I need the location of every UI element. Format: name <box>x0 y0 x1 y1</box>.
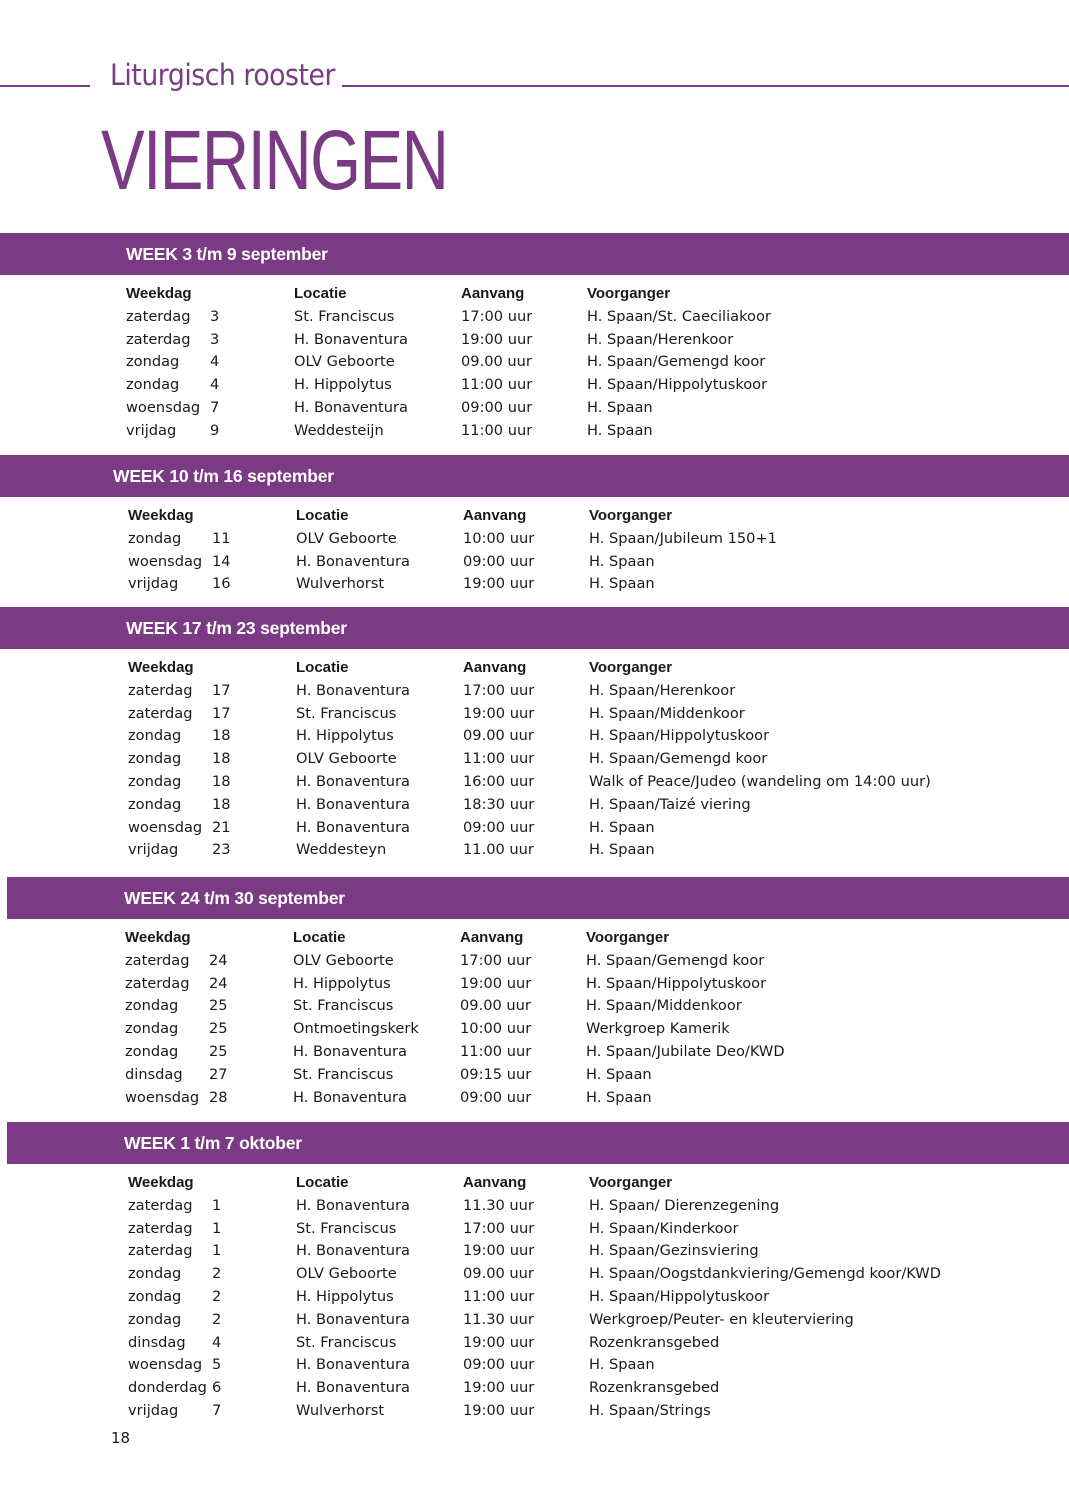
cell-time: 19:00 uur <box>463 1242 535 1260</box>
cell-date: 4 <box>210 376 220 394</box>
cell-leader: Werkgroep/Peuter- en kleuterviering <box>589 1310 854 1328</box>
cell-time: 19:00 uur <box>461 330 533 348</box>
cell-date: 18 <box>212 727 231 745</box>
cell-weekday: zondag <box>128 529 182 547</box>
col-header-leader: Voorganger <box>589 507 673 524</box>
table-row <box>0 551 1069 574</box>
cell-location: St. Franciscus <box>294 307 395 325</box>
table-header-row <box>0 505 1069 528</box>
cell-leader: H. Spaan/Middenkoor <box>586 997 742 1015</box>
col-header-leader: Voorganger <box>586 929 670 946</box>
cell-leader: H. Spaan/Hippolytuskoor <box>589 727 770 745</box>
cell-weekday: zondag <box>125 1042 179 1060</box>
table-row <box>0 1377 1069 1400</box>
cell-weekday: vrijdag <box>128 841 179 859</box>
table-row <box>0 1041 1069 1064</box>
week-header: WEEK 1 t/m 7 oktober <box>7 1122 1069 1164</box>
cell-time: 10:00 uur <box>463 529 535 547</box>
cell-location: Wulverhorst <box>296 575 385 593</box>
table-row <box>0 1064 1069 1087</box>
cell-weekday: zondag <box>128 727 182 745</box>
cell-weekday: zondag <box>125 1020 179 1038</box>
cell-date: 18 <box>212 750 231 768</box>
week-table <box>0 283 1069 443</box>
cell-location: H. Bonaventura <box>296 1356 410 1374</box>
cell-date: 7 <box>212 1401 222 1419</box>
week-header: WEEK 10 t/m 16 september <box>0 455 1069 497</box>
table-row <box>0 725 1069 748</box>
cell-date: 25 <box>209 1020 228 1038</box>
cell-weekday: vrijdag <box>126 421 177 439</box>
header-rule-right <box>342 85 1069 87</box>
cell-weekday: woensdag <box>125 1088 200 1106</box>
table-row <box>0 1354 1069 1377</box>
cell-date: 4 <box>210 353 220 371</box>
cell-leader: H. Spaan/ Dierenzegening <box>589 1196 780 1214</box>
cell-weekday: donderdag <box>128 1379 207 1397</box>
cell-weekday: zondag <box>128 772 182 790</box>
week-header: WEEK 24 t/m 30 september <box>7 877 1069 919</box>
cell-location: H. Bonaventura <box>296 1196 410 1214</box>
table-row <box>0 703 1069 726</box>
cell-weekday: zaterdag <box>125 951 190 969</box>
cell-leader: H. Spaan/Hippolytuskoor <box>587 376 768 394</box>
cell-location: H. Bonaventura <box>296 552 410 570</box>
table-row <box>0 1332 1069 1355</box>
cell-weekday: zaterdag <box>125 974 190 992</box>
cell-time: 19:00 uur <box>460 974 532 992</box>
cell-date: 17 <box>212 681 231 699</box>
cell-leader: Walk of Peace/Judeo (wandeling om 14:00 uur) <box>589 772 931 790</box>
cell-weekday: woensdag <box>126 398 201 416</box>
cell-location: H. Bonaventura <box>296 1242 410 1260</box>
cell-weekday: zaterdag <box>128 1219 193 1237</box>
cell-location: H. Bonaventura <box>294 398 408 416</box>
cell-weekday: zondag <box>126 376 180 394</box>
cell-time: 19:00 uur <box>463 1379 535 1397</box>
cell-time: 17:00 uur <box>461 307 533 325</box>
cell-date: 11 <box>212 529 231 547</box>
table-row <box>0 528 1069 551</box>
cell-location: H. Bonaventura <box>293 1042 407 1060</box>
section-label: Liturgisch rooster <box>110 58 335 92</box>
table-row <box>0 771 1069 794</box>
cell-leader: H. Spaan <box>586 1088 652 1106</box>
week-table <box>0 1172 1069 1423</box>
cell-date: 9 <box>210 421 220 439</box>
cell-location: OLV Geboorte <box>294 353 395 371</box>
col-header-leader: Voorganger <box>587 285 671 302</box>
col-header-weekday: Weekdag <box>128 659 194 676</box>
cell-time: 09.00 uur <box>463 1265 534 1283</box>
col-header-location: Locatie <box>293 929 346 946</box>
cell-leader: Werkgroep Kamerik <box>586 1020 730 1038</box>
cell-leader: H. Spaan/Gemengd koor <box>589 750 768 768</box>
cell-date: 25 <box>209 997 228 1015</box>
cell-location: OLV Geboorte <box>296 750 397 768</box>
cell-date: 27 <box>209 1065 228 1083</box>
cell-time: 17:00 uur <box>460 951 532 969</box>
cell-location: H. Bonaventura <box>296 1310 410 1328</box>
table-row <box>0 1286 1069 1309</box>
cell-date: 7 <box>210 398 220 416</box>
table-row <box>0 573 1069 596</box>
col-header-leader: Voorganger <box>589 1174 673 1191</box>
week-table <box>0 927 1069 1109</box>
cell-leader: H. Spaan/Jubilate Deo/KWD <box>586 1042 785 1060</box>
cell-date: 25 <box>209 1042 228 1060</box>
cell-location: St. Franciscus <box>293 997 394 1015</box>
col-header-weekday: Weekdag <box>128 1174 194 1191</box>
table-row <box>0 748 1069 771</box>
table-row <box>0 1309 1069 1332</box>
table-row <box>0 1087 1069 1110</box>
cell-date: 18 <box>212 795 231 813</box>
cell-weekday: zondag <box>128 1265 182 1283</box>
cell-weekday: zondag <box>128 795 182 813</box>
cell-date: 28 <box>209 1088 228 1106</box>
cell-weekday: zondag <box>128 1310 182 1328</box>
cell-time: 09.00 uur <box>463 727 534 745</box>
cell-location: H. Bonaventura <box>296 818 410 836</box>
table-row <box>0 1218 1069 1241</box>
cell-leader: H. Spaan <box>586 1065 652 1083</box>
table-row <box>0 950 1069 973</box>
cell-weekday: woensdag <box>128 818 203 836</box>
cell-location: St. Franciscus <box>296 1219 397 1237</box>
table-header-row <box>0 657 1069 680</box>
week-table <box>0 657 1069 862</box>
cell-time: 09:00 uur <box>463 552 535 570</box>
table-row <box>0 1240 1069 1263</box>
cell-weekday: zondag <box>128 750 182 768</box>
cell-leader: H. Spaan/Gemengd koor <box>587 353 766 371</box>
cell-date: 3 <box>210 330 220 348</box>
cell-date: 6 <box>212 1379 222 1397</box>
cell-date: 17 <box>212 704 231 722</box>
cell-time: 11:00 uur <box>461 421 533 439</box>
cell-leader: H. Spaan/Middenkoor <box>589 704 745 722</box>
cell-leader: H. Spaan/Kinderkoor <box>589 1219 739 1237</box>
cell-location: St. Franciscus <box>293 1065 394 1083</box>
cell-time: 09:00 uur <box>461 398 533 416</box>
col-header-start: Aanvang <box>463 1174 527 1191</box>
cell-date: 21 <box>212 818 231 836</box>
col-header-start: Aanvang <box>463 659 527 676</box>
cell-leader: H. Spaan <box>589 841 655 859</box>
cell-location: H. Hippolytus <box>293 974 391 992</box>
cell-date: 23 <box>212 841 231 859</box>
cell-time: 19:00 uur <box>463 1401 535 1419</box>
cell-date: 18 <box>212 772 231 790</box>
cell-location: Weddesteyn <box>296 841 387 859</box>
cell-time: 11:00 uur <box>463 750 535 768</box>
cell-time: 09:00 uur <box>463 1356 535 1374</box>
col-header-location: Locatie <box>296 507 349 524</box>
cell-time: 11:00 uur <box>460 1042 532 1060</box>
cell-weekday: zaterdag <box>128 704 193 722</box>
col-header-start: Aanvang <box>460 929 524 946</box>
cell-time: 16:00 uur <box>463 772 535 790</box>
header-rule-left <box>0 85 90 87</box>
table-row <box>0 839 1069 862</box>
cell-location: OLV Geboorte <box>296 529 397 547</box>
cell-time: 19:00 uur <box>463 575 535 593</box>
cell-leader: H. Spaan/Hippolytuskoor <box>586 974 767 992</box>
table-row <box>0 1400 1069 1423</box>
week-table <box>0 505 1069 596</box>
cell-weekday: vrijdag <box>128 575 179 593</box>
col-header-start: Aanvang <box>463 507 527 524</box>
cell-time: 11.30 uur <box>463 1310 534 1328</box>
cell-date: 1 <box>212 1242 222 1260</box>
cell-weekday: zondag <box>125 997 179 1015</box>
col-header-location: Locatie <box>294 285 347 302</box>
cell-time: 11:00 uur <box>463 1287 535 1305</box>
cell-weekday: woensdag <box>128 552 203 570</box>
table-row <box>0 1018 1069 1041</box>
table-header-row <box>0 283 1069 306</box>
cell-weekday: zaterdag <box>126 307 191 325</box>
cell-leader: H. Spaan <box>589 818 655 836</box>
cell-weekday: zaterdag <box>128 681 193 699</box>
cell-leader: H. Spaan <box>587 398 653 416</box>
cell-location: Wulverhorst <box>296 1401 385 1419</box>
cell-weekday: zaterdag <box>128 1196 193 1214</box>
cell-weekday: dinsdag <box>125 1065 183 1083</box>
cell-time: 17:00 uur <box>463 1219 535 1237</box>
cell-weekday: dinsdag <box>128 1333 186 1351</box>
cell-weekday: zondag <box>128 1287 182 1305</box>
table-row <box>0 973 1069 996</box>
table-row <box>0 1195 1069 1218</box>
table-header-row <box>0 927 1069 950</box>
cell-leader: H. Spaan/Hippolytuskoor <box>589 1287 770 1305</box>
table-row <box>0 420 1069 443</box>
cell-location: H. Hippolytus <box>294 376 392 394</box>
cell-date: 4 <box>212 1333 222 1351</box>
cell-time: 10:00 uur <box>460 1020 532 1038</box>
table-row <box>0 351 1069 374</box>
cell-leader: H. Spaan <box>589 575 655 593</box>
cell-date: 2 <box>212 1265 222 1283</box>
table-row <box>0 374 1069 397</box>
cell-weekday: vrijdag <box>128 1401 179 1419</box>
cell-location: Ontmoetingskerk <box>293 1020 419 1038</box>
table-row <box>0 817 1069 840</box>
cell-weekday: woensdag <box>128 1356 203 1374</box>
week-header: WEEK 17 t/m 23 september <box>0 607 1069 649</box>
cell-leader: H. Spaan/Gemengd koor <box>586 951 765 969</box>
cell-leader: H. Spaan <box>589 552 655 570</box>
col-header-start: Aanvang <box>461 285 525 302</box>
cell-weekday: zaterdag <box>128 1242 193 1260</box>
table-header-row <box>0 1172 1069 1195</box>
page-number: 18 <box>111 1429 131 1447</box>
cell-location: H. Hippolytus <box>296 1287 394 1305</box>
cell-time: 19:00 uur <box>463 1333 535 1351</box>
cell-location: H. Bonaventura <box>296 772 410 790</box>
col-header-location: Locatie <box>296 1174 349 1191</box>
cell-time: 09:00 uur <box>460 1088 532 1106</box>
col-header-weekday: Weekdag <box>125 929 191 946</box>
cell-time: 09.00 uur <box>460 997 531 1015</box>
cell-date: 5 <box>212 1356 222 1374</box>
cell-location: OLV Geboorte <box>296 1265 397 1283</box>
cell-date: 16 <box>212 575 231 593</box>
table-row <box>0 306 1069 329</box>
col-header-weekday: Weekdag <box>128 507 194 524</box>
table-row <box>0 397 1069 420</box>
cell-leader: Rozenkransgebed <box>589 1379 720 1397</box>
cell-location: H. Bonaventura <box>293 1088 407 1106</box>
cell-time: 17:00 uur <box>463 681 535 699</box>
cell-time: 11:00 uur <box>461 376 533 394</box>
cell-location: OLV Geboorte <box>293 951 394 969</box>
week-header: WEEK 3 t/m 9 september <box>0 233 1069 275</box>
cell-leader: H. Spaan/Jubileum 150+1 <box>589 529 777 547</box>
page-title: VIERINGEN <box>101 113 448 207</box>
cell-date: 14 <box>212 552 231 570</box>
cell-date: 2 <box>212 1287 222 1305</box>
cell-time: 11.00 uur <box>463 841 534 859</box>
cell-date: 24 <box>209 951 228 969</box>
cell-time: 09:00 uur <box>463 818 535 836</box>
cell-date: 2 <box>212 1310 222 1328</box>
cell-time: 11.30 uur <box>463 1196 534 1214</box>
cell-date: 3 <box>210 307 220 325</box>
cell-location: H. Bonaventura <box>296 1379 410 1397</box>
col-header-leader: Voorganger <box>589 659 673 676</box>
cell-location: St. Franciscus <box>296 1333 397 1351</box>
cell-leader: H. Spaan/Gezinsviering <box>589 1242 759 1260</box>
cell-weekday: zondag <box>126 353 180 371</box>
table-row <box>0 995 1069 1018</box>
cell-date: 1 <box>212 1196 222 1214</box>
cell-time: 09.00 uur <box>461 353 532 371</box>
cell-leader: H. Spaan/Herenkoor <box>587 330 734 348</box>
cell-time: 18:30 uur <box>463 795 535 813</box>
cell-time: 19:00 uur <box>463 704 535 722</box>
cell-location: St. Franciscus <box>296 704 397 722</box>
cell-time: 09:15 uur <box>460 1065 532 1083</box>
cell-leader: H. Spaan/Strings <box>589 1401 711 1419</box>
cell-weekday: zaterdag <box>126 330 191 348</box>
cell-leader: H. Spaan/Taizé viering <box>589 795 751 813</box>
cell-date: 24 <box>209 974 228 992</box>
col-header-weekday: Weekdag <box>126 285 192 302</box>
cell-leader: H. Spaan/St. Caeciliakoor <box>587 307 771 325</box>
cell-location: H. Bonaventura <box>296 795 410 813</box>
cell-date: 1 <box>212 1219 222 1237</box>
cell-leader: H. Spaan <box>587 421 653 439</box>
cell-location: H. Bonaventura <box>296 681 410 699</box>
cell-location: Weddesteijn <box>294 421 384 439</box>
cell-leader: H. Spaan/Oogstdankviering/Gemengd koor/KWD <box>589 1265 941 1283</box>
cell-leader: H. Spaan <box>589 1356 655 1374</box>
table-row <box>0 1263 1069 1286</box>
cell-location: H. Bonaventura <box>294 330 408 348</box>
cell-leader: H. Spaan/Herenkoor <box>589 681 736 699</box>
col-header-location: Locatie <box>296 659 349 676</box>
table-row <box>0 680 1069 703</box>
table-row <box>0 329 1069 352</box>
cell-leader: Rozenkransgebed <box>589 1333 720 1351</box>
table-row <box>0 794 1069 817</box>
cell-location: H. Hippolytus <box>296 727 394 745</box>
